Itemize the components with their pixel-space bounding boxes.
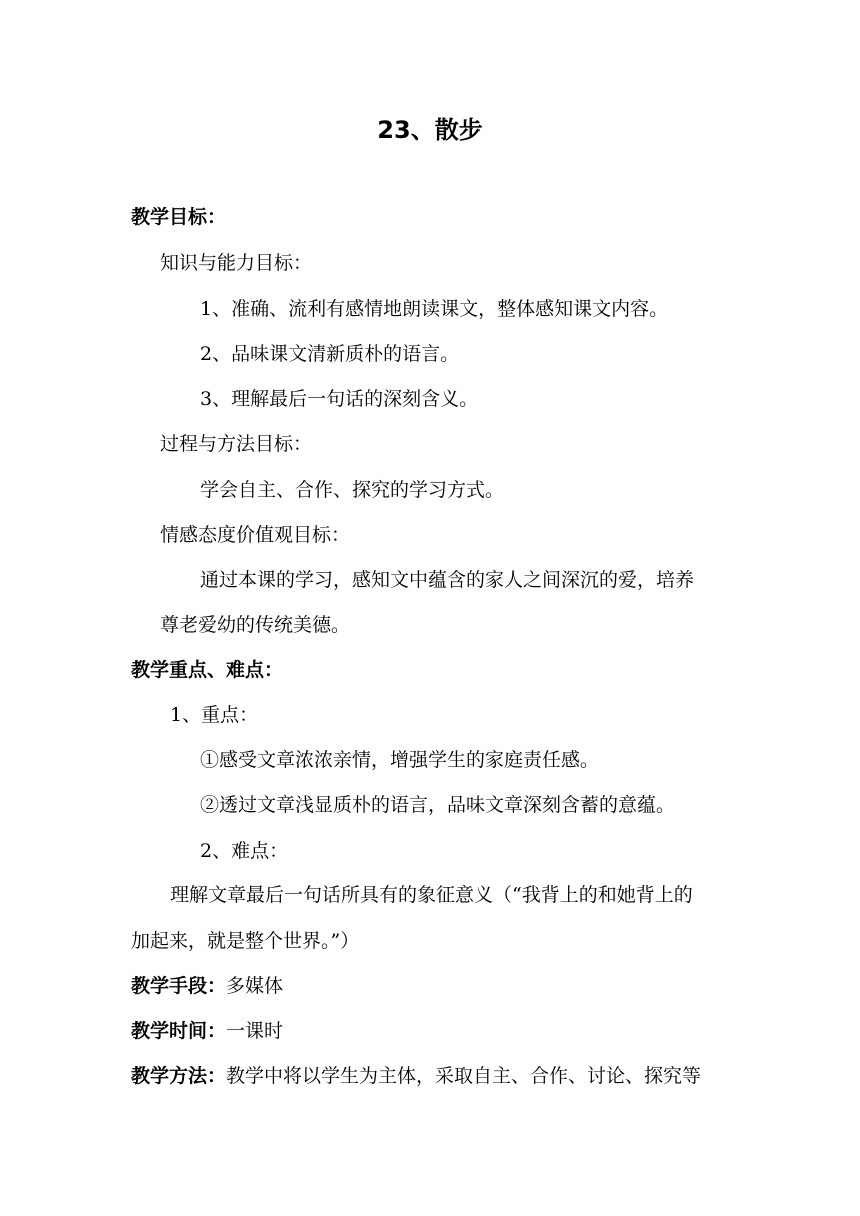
time-value: 一课时 (226, 1020, 284, 1042)
method-value: 教学中将以学生为主体，采取自主、合作、讨论、探究等 (226, 1065, 702, 1087)
means-value: 多媒体 (226, 975, 284, 997)
knowledge-item: 1、准确、流利有感情地朗读课文，整体感知课文内容。 (200, 298, 669, 320)
means-row (131, 972, 283, 1000)
difficulty-heading: 2、难点： (200, 840, 289, 862)
emotion-text-line2: 尊老爱幼的传统美德。 (160, 614, 351, 636)
method-row (131, 1062, 701, 1090)
focus-item: ②透过文章浅显质朴的语言，品味文章深刻含蓄的意蕴。 (200, 794, 676, 816)
keypoints-heading: 教学重点、难点： (131, 659, 284, 681)
difficulty-text-line1: 理解文章最后一句话所具有的象征意义（“我背上的和她背上的 (170, 884, 693, 906)
process-item: 学会自主、合作、探究的学习方式。 (200, 479, 505, 501)
knowledge-heading: 知识与能力目标： (160, 252, 313, 274)
focus-item: ①感受文章浓浓亲情，增强学生的家庭责任感。 (200, 749, 600, 771)
knowledge-item: 2、品味课文清新质朴的语言。 (200, 343, 460, 365)
emotion-heading: 情感态度价值观目标： (160, 524, 351, 546)
focus-heading: 1、重点： (170, 704, 259, 726)
difficulty-text-line2: 加起来，就是整个世界。”） (131, 930, 360, 952)
process-heading: 过程与方法目标： (160, 433, 313, 455)
page-title: 23、散步 (377, 116, 483, 144)
method-label: 教学方法： (131, 1065, 227, 1087)
time-row (131, 1017, 283, 1045)
knowledge-item: 3、理解最后一句话的深刻含义。 (200, 388, 479, 410)
means-label: 教学手段： (131, 975, 227, 997)
goals-heading: 教学目标： (131, 206, 227, 228)
emotion-text-line1: 通过本课的学习，感知文中蕴含的家人之间深沉的爱，培养 (200, 569, 695, 591)
time-label: 教学时间： (131, 1020, 227, 1042)
